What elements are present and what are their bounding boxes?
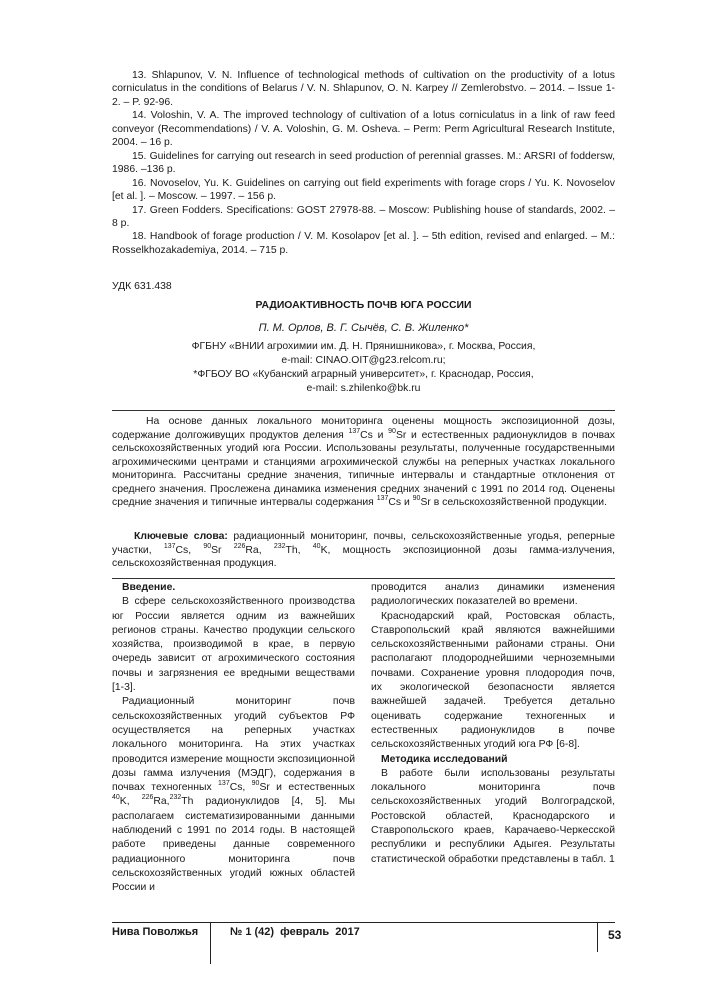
keywords-label: Ключевые слова:: [134, 531, 228, 542]
affiliation-email: e-mail: s.zhilenko@bk.ru: [306, 383, 421, 394]
affiliation-email: e-mail: CINAO.OIT@g23.relcom.ru;: [281, 355, 446, 366]
issue-info: № 1 (42) февраль 2017: [230, 926, 360, 938]
paragraph: В работе были использованы результаты локального мониторинга почв сельскохозяйственных угодий Волгоградской, Ростовской областей, Краснодарского и Ставропольского краев, Карачаево-Черкесской республики и республики Адыгея. Результаты статистической обработки представлены в табл. 1: [371, 767, 615, 865]
affiliation-line: ФГБНУ «ВНИИ агрохимии им. Д. Н. Прянишникова», г. Москва, Россия,: [191, 341, 536, 352]
reference-list: [112, 69, 615, 257]
authors: П. М. Орлов, В. Г. Сычёв, С. В. Жиленко*: [258, 322, 469, 334]
abstract: [112, 415, 615, 510]
section-heading-introduction: Введение.: [122, 582, 176, 593]
journal-name: Нива Поволжья: [112, 926, 199, 938]
reference-item: 18. Handbook of forage production / V. M. Kosolapov [et al. ]. – 5th edition, revised and enlarged. – M.: Rosselkhozakademiya, 2014. – 715 p.: [112, 231, 615, 256]
page-number: 53: [608, 928, 622, 942]
right-column: [371, 581, 615, 867]
paragraph: Краснодарский край, Ростовская область, Ставропольский край являются важнейшими сельскохозяйственными районами страны. Они располагают плодороднейшими черноземными почвами. Сохранение уровня плодородия почв, их экологической безопасности является важнейшей задачей. Требуется детально оценивать содержание техногенных и естественных радионуклидов в почве сельскохозяйственных угодий юга РФ [6-8].: [371, 610, 615, 751]
left-column: [112, 581, 355, 896]
footer-separator: [210, 922, 211, 964]
section-heading-methods: Методика исследований: [381, 753, 508, 765]
paragraph: В сфере сельскохозяйственного производства юг России является одним из важнейших регионов страны. Качество продукции сельского хозяйства, производимой в крае, в первую очередь зависит от агрохимического состояния почвы и загрязнения ее вредными веществами [1-3].: [112, 596, 355, 694]
udc-code: УДК 631.438: [112, 281, 172, 292]
article-title: РАДИОАКТИВНОСТЬ ПОЧВ ЮГА РОССИИ: [255, 300, 472, 311]
reference-item: 17. Green Fodders. Specifications: GOST 27978-88. – Moscow: Publishing house of standards, 2002. – 8 p.: [112, 204, 615, 229]
divider-top: [112, 410, 615, 411]
footer-divider: [112, 922, 615, 923]
divider-middle: [112, 578, 615, 579]
keywords: [112, 530, 615, 571]
paragraph: Радиационный мониторинг почв сельскохозяйственных угодий субъектов РФ осуществляется на реперных участках локального мониторинга. На этих участках проводится измерение мощности экспозиционной дозы гамма излучения (МЭДГ), содержания в почвах техногенных $^{137}$Cs, $^{90}$Sr и естественных $^{40}$K, $^{226}$Ra,$^{232}$Th радионуклидов [4, 5]. Мы располагаем систематизированными данными наблюдений с 1991 по 2014 годы. В настоящей работе приведены данные современного радиационного мониторинга почв сельскохозяйственных угодий южных областей России и: [112, 696, 355, 894]
reference-item: 14. Voloshin, V. A. The improved technology of cultivation of a lotus corniculatus in a link of raw feed conveyor (Recommendations) / V. A. Voloshin, G. M. Osheva. – Perm: Perm Agricultural Research Institute, 2004. – 16 p.: [112, 110, 615, 149]
affiliation-line: *ФГБОУ ВО «Кубанский аграрный университет», г. Краснодар, Россия,: [193, 369, 534, 380]
reference-item: 13. Shlapunov, V. N. Influence of technological methods of cultivation on the productivity of a lotus corniculatus in the conditions of Belarus / V. N. Shlapunov, O. N. Karpey // Zemlerobstvo. – 2014. – Issue 1-2. – P. 92-96.: [112, 70, 615, 108]
reference-item: 15. Guidelines for carrying out research in seed production of perennial grasses. M.: ARSRI of foddersw, 1986. –136 p.: [112, 150, 615, 176]
paragraph: проводится анализ динамики изменения радиологических показателей во времени.: [371, 582, 615, 608]
reference-item: 16. Novoselov, Yu. K. Guidelines on carrying out field experiments with forage crops / Yu. K. Novoselov [et al. ]. – Moscow. – 1997. – 156 p.: [112, 177, 615, 203]
footer-separator: [597, 922, 598, 952]
affiliations: [112, 340, 615, 396]
abstract-text: На основе данных локального мониторинга оценены мощность экспозиционной дозы, содержание долгоживущих продуктов деления $^{137}$Cs и $^{90}$Sr и естественных радионуклидов в почвах сельскохозяйственных угодий юга России. Использованы результаты, полученные государственными агрохимическими центрами и станциями агрохимической службы на реперных участках локального мониторинга. Рассчитаны средние значения, типичные интервалы и стандартные отклонения от среднего значения. Прослежена динамика изменения средних значений с 1991 по 2014 год. Оценены средние значения и типичные интервалы содержания $^{137}$Cs и $^{90}$Sr в сельскохозяйственной продукции.: [112, 416, 615, 508]
keywords-text: Ключевые слова: радиационный мониторинг, почвы, сельскохозяйственные угодья, реперные участки, $^{137}$Cs, $^{90}$Sr $^{226}$Ra, $^{232}$Th, $^{40}$K, мощность экспозиционной дозы гамма-излучения, сельскохозяйственная продукция.: [112, 531, 616, 569]
